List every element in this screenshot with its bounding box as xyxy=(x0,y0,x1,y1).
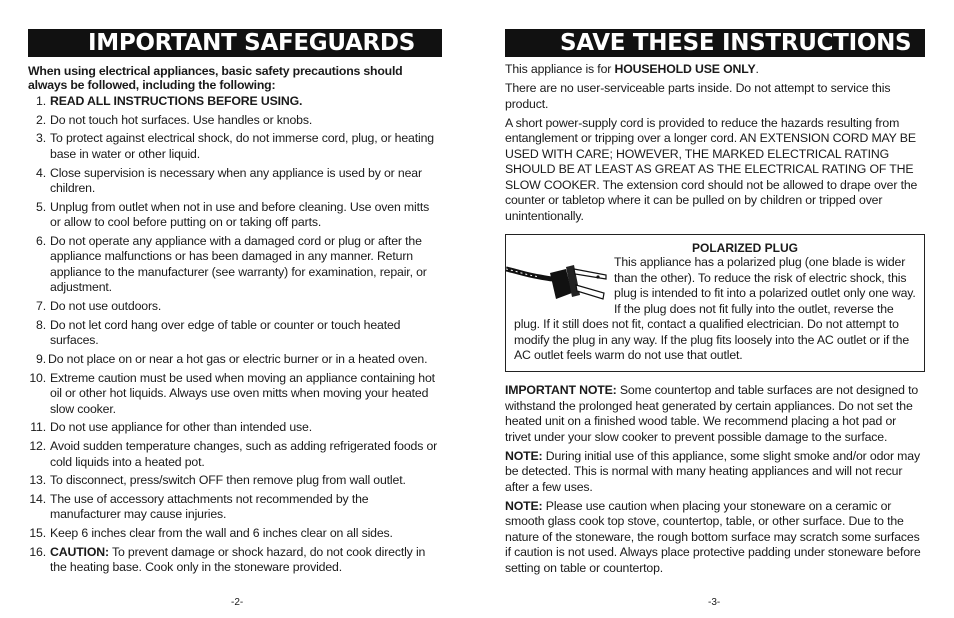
household-use-paragraph xyxy=(505,62,925,78)
plug-title: POLARIZED PLUG xyxy=(691,241,798,255)
item-text: Keep 6 inches clear from the wall and 6 inches clear on all sides. xyxy=(50,526,393,541)
important-note-text: Some countertop and table surfaces are not designed to withstand the prolonged heat generated by certain appliances. Do not set the heated unit on a finished wood table. We recommend placing a hot pad or trivet under your slow cooker to prevent possible damage to the surface. xyxy=(505,383,919,444)
item-text: To disconnect, press/switch OFF then remove plug from wall outlet. xyxy=(50,473,406,488)
safeguards-title: IMPORTANT SAFEGUARDS xyxy=(28,29,442,57)
polarized-plug-box xyxy=(505,234,925,372)
item-text: Unplug from outlet when not in use and before cleaning. Use oven mitts or allow to cool before putting on or taking off parts. xyxy=(50,199,430,230)
item-number: 1. xyxy=(36,94,46,108)
safeguard-item xyxy=(28,299,442,315)
left-page xyxy=(28,0,442,579)
safeguard-item xyxy=(28,371,442,418)
safeguard-item xyxy=(28,94,442,110)
stoneware-note-label: NOTE: xyxy=(505,498,543,513)
safeguard-item xyxy=(28,473,442,489)
item-text: Do not operate any appliance with a damaged cord or plug or after the appliance malfunctions or has been damaged in any manner. Return appliance to the manufacturer (see warranty) for examination, repair, or adjustment. xyxy=(50,233,427,295)
plug-text-block xyxy=(514,255,916,364)
item-text: The use of accessory attachments not recommended by the manufacturer may cause injuries. xyxy=(50,491,369,522)
stoneware-note-text: Please use caution when placing your stoneware on a ceramic or smooth glass cook top stove, countertop, table, or other surface. Due to the nature of the stoneware, the rough bottom surface may scratch some surfaces if caution is not used. Always place protective padding under stoneware before setting on table or countertop. xyxy=(505,498,921,575)
item-number: 2. xyxy=(36,112,46,127)
item-number: 12. xyxy=(29,439,46,454)
safeguard-item xyxy=(28,352,442,368)
right-page xyxy=(505,0,925,580)
item-text: Avoid sudden temperature changes, such as adding refrigerated foods or cold liquids into a heated pot. xyxy=(50,439,438,469)
item-bold-text: CAUTION: xyxy=(50,544,109,559)
safeguard-item xyxy=(28,131,442,162)
safeguard-item xyxy=(28,318,442,349)
item-text: Do not place on or near a hot gas or electric burner or in a heated oven. xyxy=(48,352,428,366)
item-text: To protect against electrical shock, do not immerse cord, plug, or heating base in water or other liquid. xyxy=(50,131,434,161)
polarized-plug-icon xyxy=(506,255,610,315)
item-number: 6. xyxy=(36,233,46,248)
safeguard-list xyxy=(28,94,442,576)
item-text: Do not use outdoors. xyxy=(50,299,162,314)
intro-text: When using electrical appliances, basic safety precautions should always be followed, including the following: xyxy=(28,64,403,92)
item-text: Do not use appliance for other than intended use. xyxy=(50,420,313,435)
item-number: 4. xyxy=(36,165,46,180)
item-text: Do not touch hot surfaces. Use handles or knobs. xyxy=(50,112,313,127)
item-number: 8. xyxy=(36,317,46,332)
safeguard-item xyxy=(28,492,442,523)
item-number: 7. xyxy=(36,299,46,314)
instructions-title: SAVE THESE INSTRUCTIONS xyxy=(505,29,925,57)
item-number: 14. xyxy=(29,491,46,506)
safeguard-item xyxy=(28,234,442,296)
item-text: To prevent damage or shock hazard, do not cook directly in the heating base. Cook only in the stoneware provided. xyxy=(50,544,426,575)
item-number: 9. xyxy=(36,352,46,366)
household-pre: This appliance is for xyxy=(505,62,615,76)
household-post: . xyxy=(755,62,759,76)
safeguard-item xyxy=(28,113,442,129)
smoke-note-paragraph xyxy=(505,449,925,496)
stoneware-note-paragraph xyxy=(505,499,925,577)
safeguard-item xyxy=(28,439,442,470)
page-number-right: -3- xyxy=(708,597,721,608)
cord-paragraph: A short power-supply cord is provided to reduce the hazards resulting from entanglement or tripping over a longer cord. AN EXTENSION CORD MAY BE USED WITH CARE; HOWEVER, THE MARKED ELECTRICAL RATING SHOULD BE AT LEAST AS GREAT AS THE ELECTRICAL RATING OF THE SLOW COOKER. The extension cord should not be allowed to drape over the counter or tabletop where it can be pulled on by children or tripped over unintentionally. xyxy=(505,115,918,223)
smoke-note-text: During initial use of this appliance, some slight smoke and/or odor may be detected. This is normal with many heating appliances and will not recur after a few uses. xyxy=(505,448,920,494)
item-number: 10. xyxy=(29,370,46,385)
item-number: 11. xyxy=(30,420,46,435)
service-paragraph: There are no user-serviceable parts inside. Do not attempt to service this product. xyxy=(505,81,891,111)
page-number-left: -2- xyxy=(231,597,244,608)
item-number: 3. xyxy=(36,131,46,146)
safeguard-item xyxy=(28,166,442,197)
plug-text: This appliance has a polarized plug (one blade is wider than the other). To reduce the risk of electric shock, this plug is intended to fit into a polarized outlet only one way. If the plug does not fit fully into the outlet, reverse the plug. If it still does not fit, contact a qualified electrician. Do not attempt to modify the plug in any way. If the plug fits loosely into the AC outlet or if the AC outlet feels warm do not use that outlet. xyxy=(514,255,916,362)
item-text: Do not let cord hang over edge of table or counter or touch heated surfaces. xyxy=(50,317,401,348)
item-number: 16. xyxy=(29,544,46,559)
item-bold-text: READ ALL INSTRUCTIONS BEFORE USING. xyxy=(50,94,303,108)
smoke-note-label: NOTE: xyxy=(505,448,543,463)
item-number: 15. xyxy=(29,526,46,541)
safeguard-item xyxy=(28,200,442,231)
safeguard-item xyxy=(28,420,442,436)
item-number: 13. xyxy=(29,473,46,488)
safeguard-item xyxy=(28,545,442,576)
important-note-paragraph xyxy=(505,383,925,445)
item-text: Close supervision is necessary when any appliance is used by or near children. xyxy=(50,165,422,196)
item-text: Extreme caution must be used when moving an appliance containing hot oil or other hot liquids. Always use oven mitts when moving your heated slow cooker. xyxy=(50,370,435,416)
household-bold: HOUSEHOLD USE ONLY xyxy=(614,62,756,76)
important-note-label: IMPORTANT NOTE: xyxy=(505,383,617,397)
safeguard-item xyxy=(28,526,442,542)
item-number: 5. xyxy=(36,199,46,214)
